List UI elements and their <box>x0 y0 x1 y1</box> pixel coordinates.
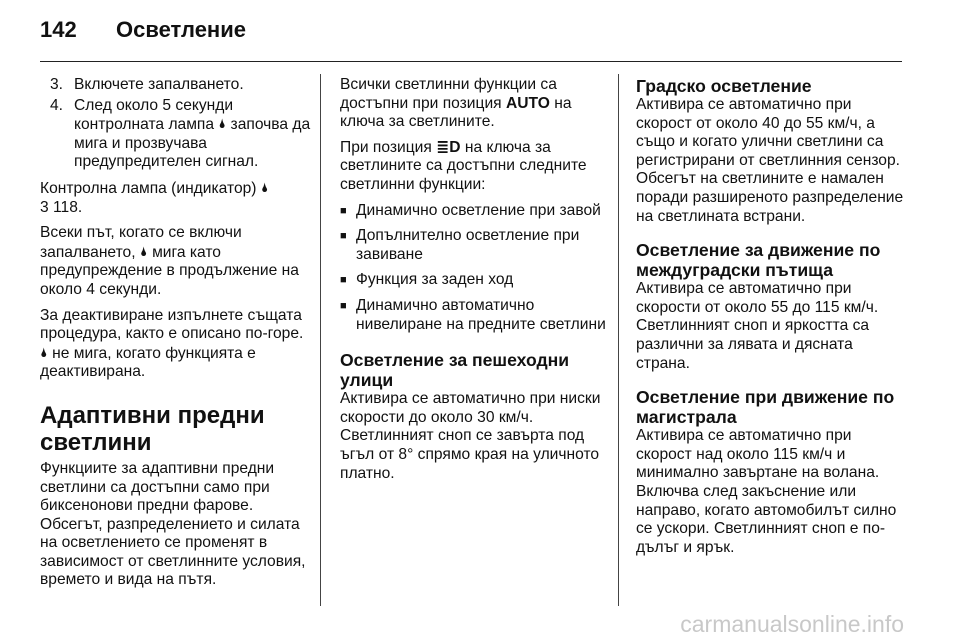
column-2 <box>340 76 608 490</box>
column-divider-2 <box>618 74 619 606</box>
step-text: След около 5 секунди контролната лампа 🌢 започва да мига и прозвучава предупредителен сигнал. <box>74 96 311 171</box>
column-3 <box>636 76 910 563</box>
auto-position-label: AUTO <box>505 94 550 112</box>
section-heading-country-road: Осветление за движение по междуградски пътища <box>636 240 881 281</box>
bullet-icon: ■ <box>340 204 347 217</box>
step-item <box>40 97 312 172</box>
headlight-warning-icon: 🌢 <box>218 116 227 132</box>
paragraph-ignition: Всеки път, когато се включи запалването, 🌢 мига като предупреждение в продължение на около 4 секунди. <box>40 224 299 298</box>
step-number: 4. <box>50 96 64 114</box>
paragraph-motorway: Активира се автоматично при скорост над около 115 км/ч и минимално завъртане на волана. Включва след закъснение или направо, когато автомобилът силно се ускори. Светлинният сноп е по-дълъг и ярък. <box>636 427 897 556</box>
section-heading-adaptive: Адаптивни предни светлини <box>40 401 265 456</box>
paragraph-country-road: Активира се автоматично при скорости от около 55 до 115 км/ч. Светлинният сноп и яркостта са различни за лявата и дясната страна. <box>636 280 879 372</box>
column-divider-1 <box>320 74 321 606</box>
section-heading-city: Градско осветление <box>636 76 812 96</box>
paragraph-control-lamp: Контролна лампа (индикатор) 🌢 3 118. <box>40 179 269 216</box>
step-text: Включете запалването. <box>74 76 244 93</box>
step-number: 3. <box>50 76 64 93</box>
header-divider <box>40 61 902 62</box>
step-item <box>40 76 312 95</box>
paragraph-pedestrian: Активира се автоматично при ниски скорости до около 30 км/ч. Светлинният сноп се завърта под ъгъл от 8° спрямо края на уличното платно. <box>340 390 601 482</box>
bullet-icon: ■ <box>340 230 347 243</box>
paragraph-city: Активира се автоматично при скорост от около 40 до 55 км/ч, а също и когато улични светлини са регистрирани от светлинния сензор. Обсегът на светлините е намален поради разширеното разпределение на светлината встрани. <box>636 96 904 225</box>
bullet-icon: ■ <box>340 299 347 312</box>
bullet-icon: ■ <box>340 274 347 287</box>
section-heading-pedestrian: Осветление за пешеходни улици <box>340 350 570 391</box>
low-beam-icon: ≣D <box>436 138 461 156</box>
list-item: ■ Динамично автоматично нивелиране на предните светлини <box>340 296 606 333</box>
paragraph-position: При позиция ≣D на ключа за светлините са достъпни следните светлинни функции: <box>340 138 587 193</box>
list-item: ■ Динамично осветление при завой <box>340 201 601 219</box>
paragraph-auto: Всички светлинни функции са достъпни при позиция AUTO на ключа за светлините. <box>340 76 572 131</box>
column-1 <box>40 76 312 597</box>
page-header <box>0 0 960 62</box>
page-number: 142 <box>40 17 77 42</box>
headlight-warning-icon: 🌢 <box>260 179 269 195</box>
paragraph-deactivate: За деактивиране изпълнете същата процедура, както е описано по-горе. 🌢 не мига, когато функцията е деактивирана. <box>40 306 304 381</box>
paragraph-adaptive: Функциите за адаптивни предни светлини са достъпни само при биксенонови предни фарове. Обсегът, разпределението и силата на осветлението се променят в зависимост от светлинните условия, времето и вида на пътя. <box>40 459 306 589</box>
watermark-text: carmanualsonline.info <box>680 611 904 637</box>
headlight-warning-icon: 🌢 <box>40 344 48 360</box>
headlight-warning-icon: 🌢 <box>139 243 148 259</box>
section-heading-motorway: Осветление при движение по магистрала <box>636 387 895 428</box>
list-item: ■ Допълнително осветление при завиване <box>340 227 580 263</box>
list-item: ■ Функция за заден ход <box>340 271 514 289</box>
page-title: Осветление <box>116 17 246 42</box>
page-reference-link[interactable]: 3 118. <box>40 198 83 216</box>
